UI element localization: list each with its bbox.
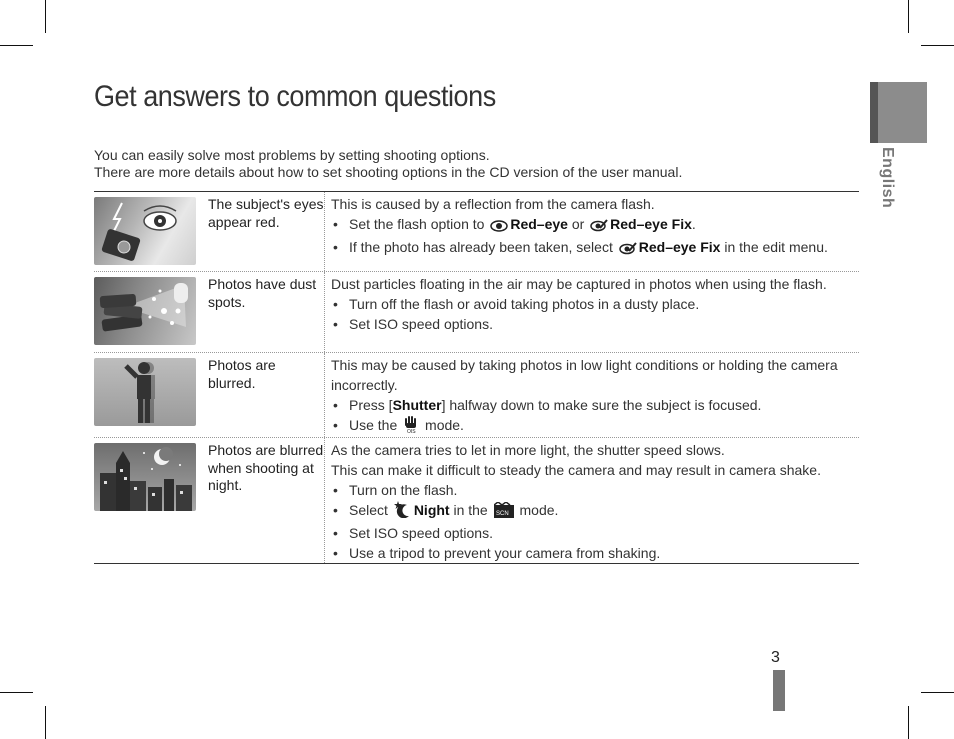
language-label: English bbox=[879, 147, 896, 209]
question-text: Photos have dust spots. bbox=[204, 272, 325, 352]
list-item: • If the photo has already been taken, select Red–eye Fix in the edit menu. bbox=[331, 237, 853, 260]
answer-intro: This is caused by a reflection from the camera flash. bbox=[331, 196, 655, 212]
hand-shake-icon bbox=[403, 415, 419, 438]
scene-mode-icon bbox=[494, 502, 514, 523]
answer-text bbox=[325, 438, 859, 563]
table-row bbox=[94, 192, 859, 271]
question-text: Photos are blurred when shooting at night. bbox=[204, 438, 325, 563]
list-item: • Use the OIS mode. bbox=[331, 415, 853, 438]
crop-mark bbox=[0, 692, 33, 693]
answer-intro: This may be caused by taking photos in low light conditions or holding the camera incorrectly. bbox=[331, 357, 838, 393]
night-scene-illustration bbox=[94, 443, 196, 511]
list-item: • Turn off the flash or avoid taking photos in a dusty place. bbox=[331, 294, 853, 314]
table-row bbox=[94, 352, 859, 437]
svg-text:OIS: OIS bbox=[407, 429, 416, 433]
red-eye-illustration-svg bbox=[94, 197, 196, 265]
answer-text bbox=[325, 192, 859, 271]
dust-spots-illustration bbox=[94, 277, 196, 345]
answer-intro: This can make it difficult to steady the camera and may result in camera shake. bbox=[331, 462, 821, 478]
crop-mark bbox=[0, 45, 33, 46]
answer-text bbox=[325, 272, 859, 352]
table-row bbox=[94, 271, 859, 352]
blurred-person-illustration-svg bbox=[94, 358, 196, 426]
blurred-person-illustration bbox=[94, 358, 196, 426]
question-text: Photos are blurred. bbox=[204, 353, 325, 437]
red-eye-illustration bbox=[94, 197, 196, 265]
crop-mark bbox=[921, 692, 954, 693]
crop-mark bbox=[921, 45, 954, 46]
list-item: • Select Night in the SCN mode. bbox=[331, 500, 853, 523]
eye-fix-icon bbox=[590, 217, 608, 237]
intro-line: There are more details about how to set shooting options in the CD version of the user manual. bbox=[94, 164, 683, 180]
list-item: • Set the flash option to Red–eye or Red–eye Fix. bbox=[331, 214, 853, 237]
language-tab bbox=[870, 82, 927, 143]
page-title: Get answers to common questions bbox=[94, 80, 496, 113]
answer-intro: Dust particles floating in the air may be captured in photos when using the flash. bbox=[331, 276, 827, 292]
list-item: • Use a tripod to prevent your camera from shaking. bbox=[331, 543, 853, 563]
list-item: • Set ISO speed options. bbox=[331, 523, 853, 543]
crop-mark bbox=[45, 0, 46, 33]
crop-mark bbox=[45, 706, 46, 739]
shutter-key-label: Shutter bbox=[392, 397, 442, 413]
eye-fix-icon bbox=[619, 240, 637, 260]
list-item: • Press [Shutter] halfway down to make sure the subject is focused. bbox=[331, 395, 853, 415]
list-item: • Turn on the flash. bbox=[331, 480, 853, 500]
table-row bbox=[94, 437, 859, 563]
faq-table bbox=[94, 191, 859, 564]
list-item: • Set ISO speed options. bbox=[331, 314, 853, 334]
page-marker bbox=[773, 670, 785, 711]
crop-mark bbox=[908, 0, 909, 33]
eye-icon bbox=[490, 217, 508, 237]
moon-star-icon bbox=[394, 500, 412, 523]
intro-line: You can easily solve most problems by setting shooting options. bbox=[94, 147, 490, 163]
svg-text:SCN: SCN bbox=[495, 511, 509, 517]
answer-text bbox=[325, 353, 859, 437]
dust-spots-illustration-svg bbox=[94, 277, 196, 345]
answer-intro: As the camera tries to let in more light, the shutter speed slows. bbox=[331, 442, 725, 458]
page-number: 3 bbox=[771, 649, 780, 666]
question-text: The subject's eyes appear red. bbox=[204, 192, 325, 271]
intro-text bbox=[94, 147, 682, 181]
night-scene-illustration-svg bbox=[94, 443, 196, 511]
crop-mark bbox=[908, 706, 909, 739]
